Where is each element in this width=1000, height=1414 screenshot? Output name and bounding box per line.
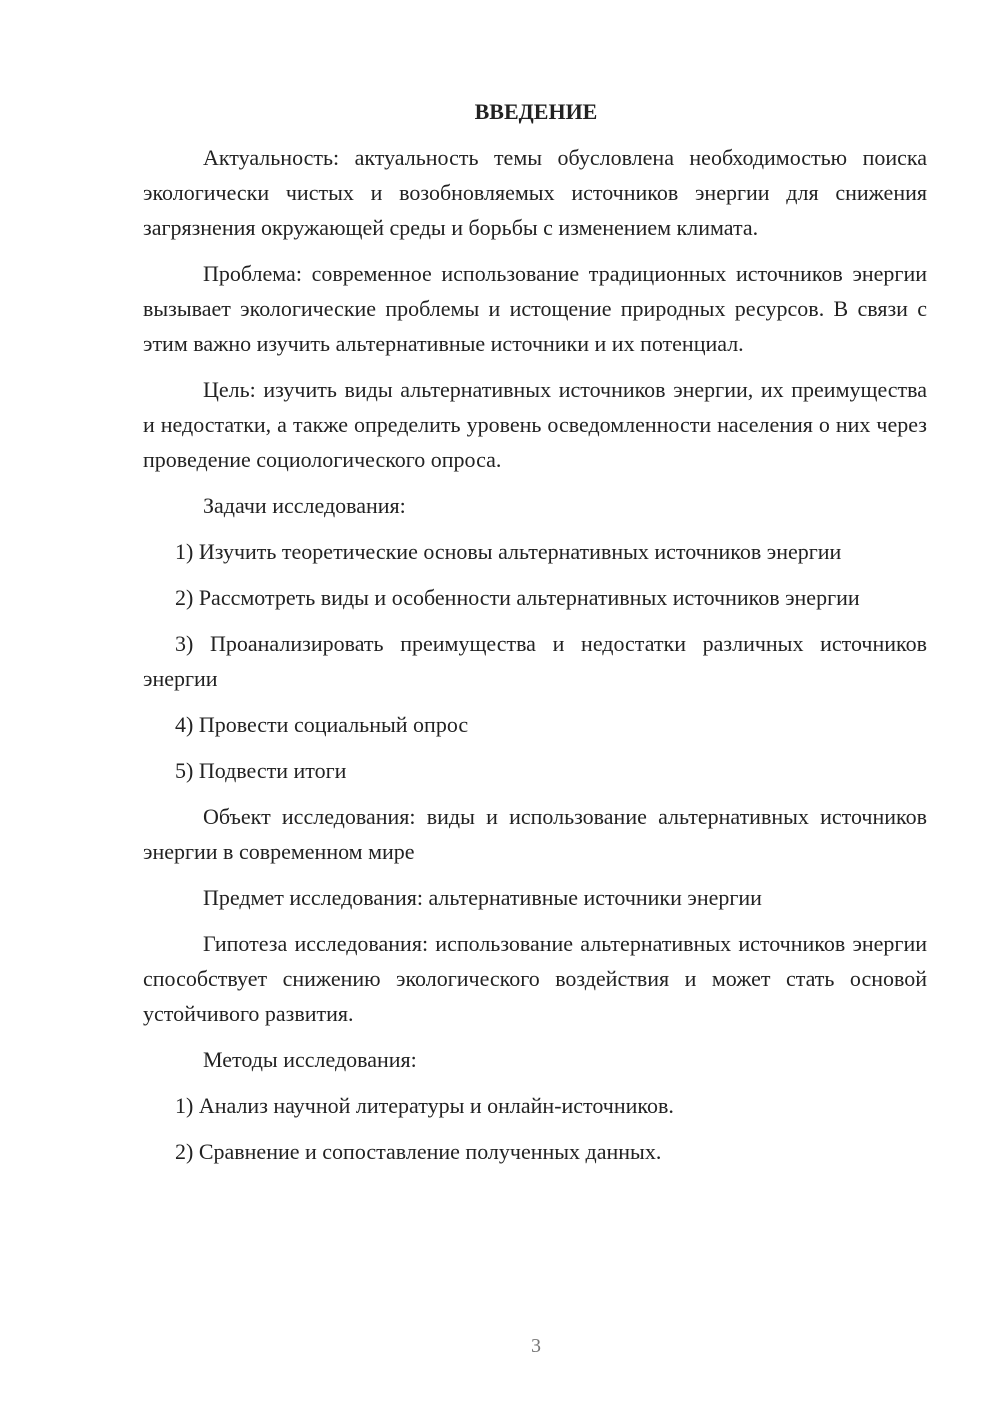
page-title: ВВЕДЕНИЕ bbox=[474, 99, 598, 124]
paragraph-object: Объект исследования: виды и использование альтернативных источников энергии в современном мире bbox=[143, 804, 927, 864]
list-item-task-5: 5) Подвести итоги bbox=[175, 758, 347, 783]
list-item-task-1: 1) Изучить теоретические основы альтернативных источников энергии bbox=[175, 539, 842, 564]
list-item-task-4: 4) Провести социальный опрос bbox=[175, 712, 469, 737]
page-content bbox=[143, 94, 927, 1180]
list-item-task-2: 2) Рассмотреть виды и особенности альтернативных источников энергии bbox=[175, 585, 860, 610]
list-item-method-1: 1) Анализ научной литературы и онлайн-источников. bbox=[175, 1093, 674, 1118]
paragraph-subject: Предмет исследования: альтернативные источники энергии bbox=[203, 885, 762, 910]
list-item-task-3: 3) Проанализировать преимущества и недостатки различных источников энергии bbox=[143, 631, 927, 691]
paragraph-methods-heading: Методы исследования: bbox=[203, 1047, 417, 1072]
paragraph-hypothesis: Гипотеза исследования: использование альтернативных источников энергии способствует снижению экологического воздействия и может стать основой устойчивого развития. bbox=[143, 931, 927, 1026]
list-item-method-2: 2) Сравнение и сопоставление полученных данных. bbox=[175, 1139, 662, 1164]
paragraph-goal: Цель: изучить виды альтернативных источников энергии, их преимущества и недостатки, а также определить уровень осведомленности населения о них через проведение социологического опроса. bbox=[143, 377, 927, 472]
paragraph-relevance: Актуальность: актуальность темы обусловлена необходимостью поиска экологически чистых и возобновляемых источников энергии для снижения загрязнения окружающей среды и борьбы с изменением климата. bbox=[143, 145, 927, 240]
page-number: 3 bbox=[531, 1335, 541, 1357]
paragraph-problem: Проблема: современное использование традиционных источников энергии вызывает экологические проблемы и истощение природных ресурсов. В связи с этим важно изучить альтернативные источники и их потенциал. bbox=[143, 261, 927, 356]
paragraph-tasks-heading: Задачи исследования: bbox=[203, 493, 406, 518]
